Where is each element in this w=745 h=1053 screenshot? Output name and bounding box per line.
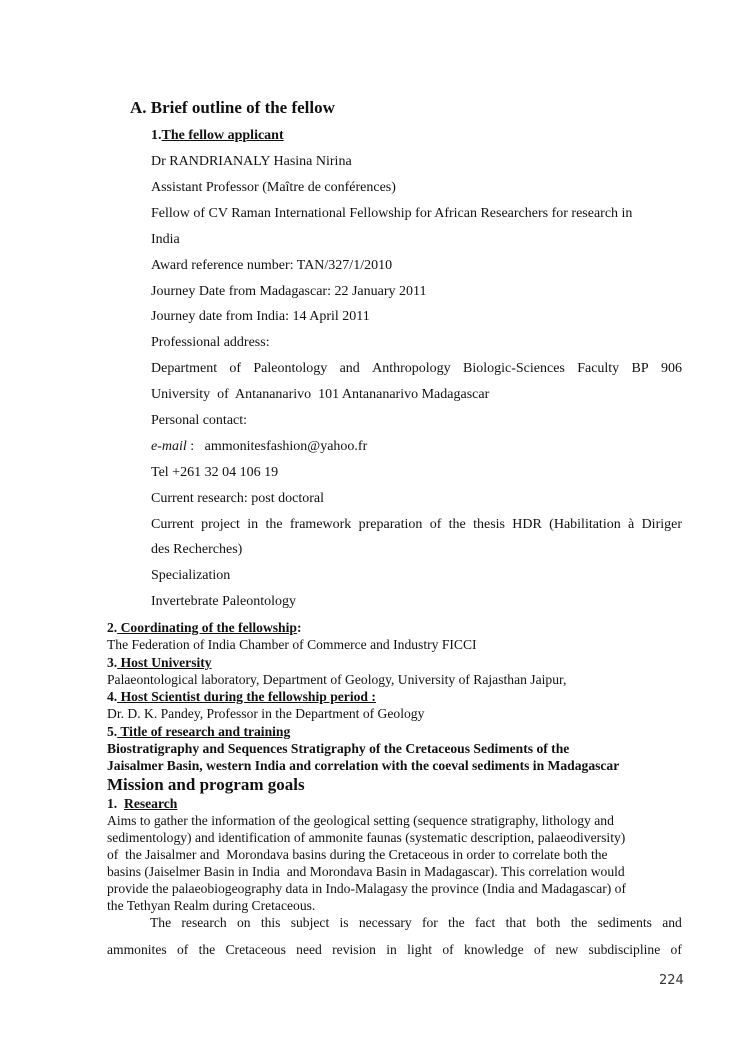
paragraph-line: sedimentology) and identification of ammonite faunas (systematic description, palaeodiversity) <box>107 830 626 845</box>
word: of <box>533 942 546 957</box>
section-title: Host Scientist during the fellowship period : <box>117 689 376 704</box>
word: that <box>505 915 526 930</box>
fellow-applicant-heading <box>151 128 284 144</box>
word: Current <box>151 517 194 532</box>
word: BP <box>631 361 649 376</box>
word: in <box>386 942 397 957</box>
coordinating-text: The Federation of India Chamber of Commerce and Industry FICCI <box>107 637 477 652</box>
section-number: 4. <box>107 689 118 704</box>
mission-heading: Mission and program goals <box>107 775 305 794</box>
address-line-2: University of Antananarivo 101 Antananarivo Madagascar <box>151 387 490 402</box>
word: both <box>536 915 561 930</box>
word: of <box>442 942 454 957</box>
word: knowledge <box>463 942 524 957</box>
subsection-title: The fellow applicant <box>161 128 284 143</box>
word: this <box>260 915 281 930</box>
word: 906 <box>660 361 682 376</box>
word: necessary <box>358 915 412 930</box>
project-line-2: des Recherches) <box>151 542 243 557</box>
word: the <box>448 915 465 930</box>
research-title-line-1: Biostratigraphy and Sequences Stratigraphy of the Cretaceous Sediments of the <box>107 741 570 756</box>
email-separator: : <box>186 439 205 454</box>
paragraph-line: of the Jaisalmer and Morondava basins during the Cretaceous in order to correlate both the <box>107 847 608 862</box>
journey-from-india: Journey date from India: 14 April 2011 <box>151 309 370 324</box>
word: subject <box>290 915 330 930</box>
paragraph-line: the Tethyan Realm during Cretaceous. <box>107 898 316 913</box>
word: new <box>555 942 579 957</box>
host-university-heading <box>107 655 212 671</box>
research-subheading <box>107 796 177 812</box>
word: of <box>670 942 682 957</box>
host-scientist-text: Dr. D. K. Pandey, Professor in the Department of Geology <box>107 706 425 721</box>
award-reference: Award reference number: TAN/327/1/2010 <box>151 258 393 273</box>
word: of <box>429 517 442 532</box>
research-title-heading <box>107 724 290 740</box>
word: framework <box>289 517 352 532</box>
section-title: Coordinating of the fellowship <box>117 620 297 635</box>
subsection-number: 1. <box>151 128 162 143</box>
section-title: Host University <box>117 655 212 670</box>
word: research <box>181 915 227 930</box>
page-number: 224 <box>659 973 684 988</box>
word: is <box>339 915 349 930</box>
subsection-number: 1. <box>107 796 124 811</box>
word: and <box>339 361 360 376</box>
word: the <box>570 915 588 930</box>
word: ammonites <box>107 942 167 957</box>
section-number: 5. <box>107 724 118 739</box>
word: light <box>407 942 433 957</box>
host-university-text: Palaeontological laboratory, Department of Geology, University of Rajasthan Jaipur, <box>107 672 567 687</box>
subsection-title: Research <box>124 796 178 811</box>
coordinating-heading <box>107 620 302 636</box>
word: à <box>628 517 635 532</box>
word: of <box>229 361 242 376</box>
word: thesis <box>473 517 505 532</box>
word: (Habilitation <box>549 517 621 532</box>
paragraph-line: Aims to gather the information of the geological setting (sequence stratigraphy, lithology and <box>107 813 614 828</box>
word: on <box>236 915 251 930</box>
word: sediments <box>597 915 652 930</box>
journey-from-madagascar: Journey Date from Madagascar: 22 January 2011 <box>151 284 427 299</box>
word: and <box>662 915 682 930</box>
email-line <box>151 439 367 455</box>
word: Diriger <box>641 517 682 532</box>
word: HDR <box>512 517 542 532</box>
fellow-position: Assistant Professor (Maître de conférences) <box>151 180 396 195</box>
address-line-1 <box>151 361 682 377</box>
fellow-name: Dr RANDRIANALY Hasina Nirina <box>151 154 352 169</box>
email-value: ammonitesfashion@yahoo.fr <box>204 439 368 454</box>
paragraph-line: provide the palaeobiogeography data in Indo-Malagasy the province (India and Madagascar) of <box>107 881 627 896</box>
host-scientist-heading <box>107 689 376 705</box>
fellowship-line-cont: India <box>151 232 180 247</box>
word: for <box>421 915 438 930</box>
word: Paleontology <box>253 361 328 376</box>
word: need <box>296 942 322 957</box>
section-a-heading: A. Brief outline of the fellow <box>130 98 335 117</box>
current-research: Current research: post doctoral <box>151 491 324 506</box>
paragraph-line: basins (Jaiselmer Basin in India and Morondava Basin in Madagascar). This correlation would <box>107 864 625 879</box>
word: Faculty <box>577 361 620 376</box>
word: Biologic-Sciences <box>463 361 565 376</box>
word: revision <box>332 942 376 957</box>
specialization-value: Invertebrate Paleontology <box>151 594 297 609</box>
colon: : <box>296 620 302 635</box>
word: preparation <box>358 517 423 532</box>
word: of <box>176 942 189 957</box>
section-number: 2. <box>107 620 118 635</box>
telephone: Tel +261 32 04 106 19 <box>151 465 279 480</box>
word: the <box>198 942 216 957</box>
paragraph2-line-2 <box>107 942 682 958</box>
paragraph2-line-1 <box>150 915 682 931</box>
word: project <box>201 517 240 532</box>
section-title: Title of research and training <box>117 724 291 739</box>
word: Cretaceous <box>225 942 286 957</box>
personal-contact-label: Personal contact: <box>151 413 248 428</box>
fellowship-line: Fellow of CV Raman International Fellowship for African Researchers for research in <box>151 206 633 221</box>
word: Anthropology <box>372 361 451 376</box>
word: the <box>265 517 283 532</box>
project-line-1 <box>151 517 682 533</box>
section-number: 3. <box>107 655 118 670</box>
email-label: e-mail <box>151 439 187 454</box>
word: in <box>247 517 259 532</box>
professional-address-label: Professional address: <box>151 335 270 350</box>
word: Department <box>151 361 218 376</box>
research-title-line-2: Jaisalmer Basin, western India and correlation with the coeval sediments in Madagascar <box>107 758 620 773</box>
word: The <box>150 915 172 930</box>
word: fact <box>474 915 496 930</box>
word: the <box>448 517 466 532</box>
word: subdiscipline <box>588 942 661 957</box>
specialization-label: Specialization <box>151 568 231 583</box>
